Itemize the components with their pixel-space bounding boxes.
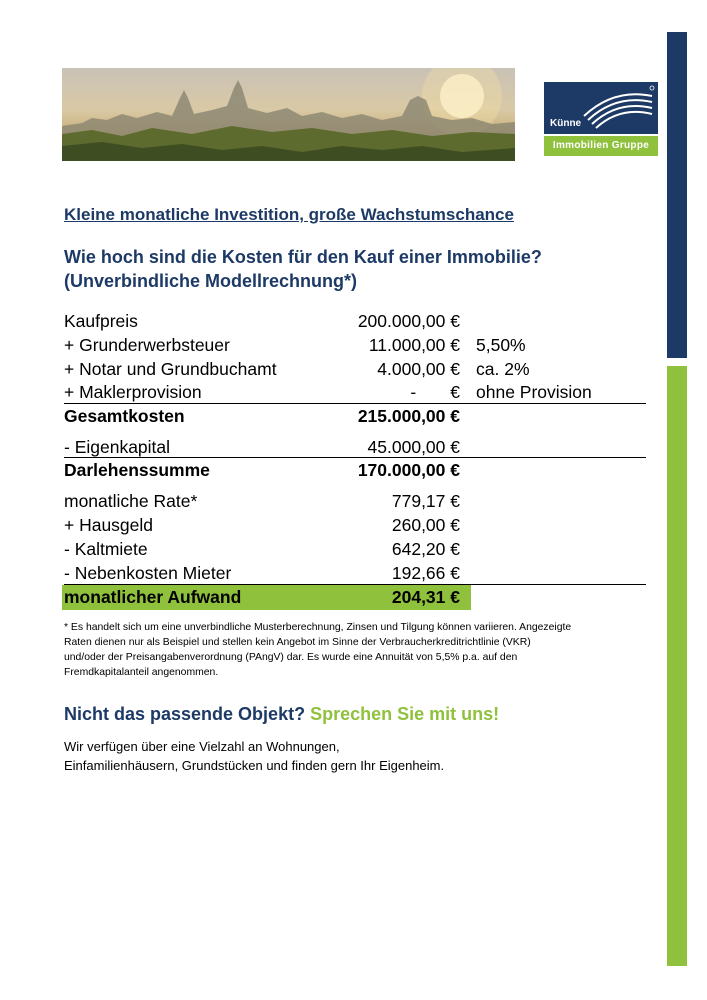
cost-row <box>64 309 646 333</box>
footnote-line: und/oder der Preisangabenverordnung (PAngV) dar. Es wurde eine Annuität von 5,5% p.a. auf den <box>64 652 518 663</box>
cost-row <box>64 561 646 585</box>
row-value: 200.000,00 € <box>357 311 460 331</box>
footnote-line: Fremdkapitalanteil angenommen. <box>64 667 219 678</box>
row-label: - Eigenkapital <box>64 437 171 457</box>
cost-row <box>64 380 646 404</box>
cost-row <box>64 333 646 357</box>
footnote <box>64 620 664 680</box>
cost-row <box>64 537 646 561</box>
row-value: - € <box>410 382 460 402</box>
row-label: + Maklerprovision <box>64 382 202 402</box>
headline-link[interactable]: Kleine monatliche Investition, große Wachstumschance <box>64 205 514 224</box>
company-logo <box>544 82 658 156</box>
question-line-1: Wie hoch sind die Kosten für den Kauf einer Immobilie? <box>64 247 542 267</box>
row-note: 5,50% <box>476 335 526 355</box>
row-label: Gesamtkosten <box>64 406 185 426</box>
row-note: ca. 2% <box>476 359 530 379</box>
side-stripe-green <box>667 366 687 966</box>
body-line: Wir verfügen über eine Vielzahl an Wohnungen, <box>64 739 340 754</box>
side-stripe-blue <box>667 32 687 358</box>
row-value: 642,20 € <box>391 539 460 559</box>
body-line: Einfamilienhäusern, Grundstücken und finden gern Ihr Eigenheim. <box>64 758 445 773</box>
row-value: 215.000,00 € <box>357 406 460 426</box>
question-line-2: (Unverbindliche Modellrechnung*) <box>64 271 358 291</box>
result-row <box>64 585 646 609</box>
call-to-action <box>64 704 499 725</box>
cta-question: Nicht das passende Objekt? <box>64 704 306 724</box>
row-label: monatliche Rate* <box>64 491 198 511</box>
row-value: 4.000,00 € <box>377 359 460 379</box>
row-note: ohne Provision <box>476 382 592 402</box>
row-label: Kaufpreis <box>64 311 138 331</box>
row-value: 204,31 € <box>391 587 460 607</box>
row-value: 260,00 € <box>391 515 460 535</box>
row-label: Darlehenssumme <box>64 460 210 480</box>
logo-name: Künne <box>550 118 582 129</box>
row-value: 11.000,00 € <box>368 335 460 355</box>
row-value: 45.000,00 € <box>367 437 460 457</box>
total-row <box>64 404 646 428</box>
row-label: monatlicher Aufwand <box>64 587 242 607</box>
row-label: - Nebenkosten Mieter <box>64 563 232 583</box>
logo-tagline: Immobilien Gruppe <box>544 136 658 156</box>
row-value: 170.000,00 € <box>357 460 460 480</box>
footnote-line: * Es handelt sich um eine unverbindliche Musterberechnung, Zinsen und Tilgung können variieren. Angezeigte <box>64 622 572 633</box>
cost-row <box>64 489 646 513</box>
row-label: + Grunderwerbsteuer <box>64 335 230 355</box>
cost-row <box>64 357 646 381</box>
footnote-line: Raten dienen nur als Beispiel und stellen kein Angebot im Sinne der Verbraucherkreditrichtlinie (VKR) <box>64 637 531 648</box>
body-text <box>64 737 444 775</box>
row-label: + Notar und Grundbuchamt <box>64 359 277 379</box>
loan-row <box>64 458 646 482</box>
cost-row <box>64 435 646 459</box>
row-value: 192,66 € <box>391 563 460 583</box>
row-label: - Kaltmiete <box>64 539 148 559</box>
cost-row <box>64 513 646 537</box>
cta-contact[interactable]: Sprechen Sie mit uns! <box>310 704 500 724</box>
question-heading <box>64 245 542 293</box>
city-skyline-image <box>62 68 515 161</box>
row-value: 779,17 € <box>391 491 460 511</box>
row-label: + Hausgeld <box>64 515 154 535</box>
